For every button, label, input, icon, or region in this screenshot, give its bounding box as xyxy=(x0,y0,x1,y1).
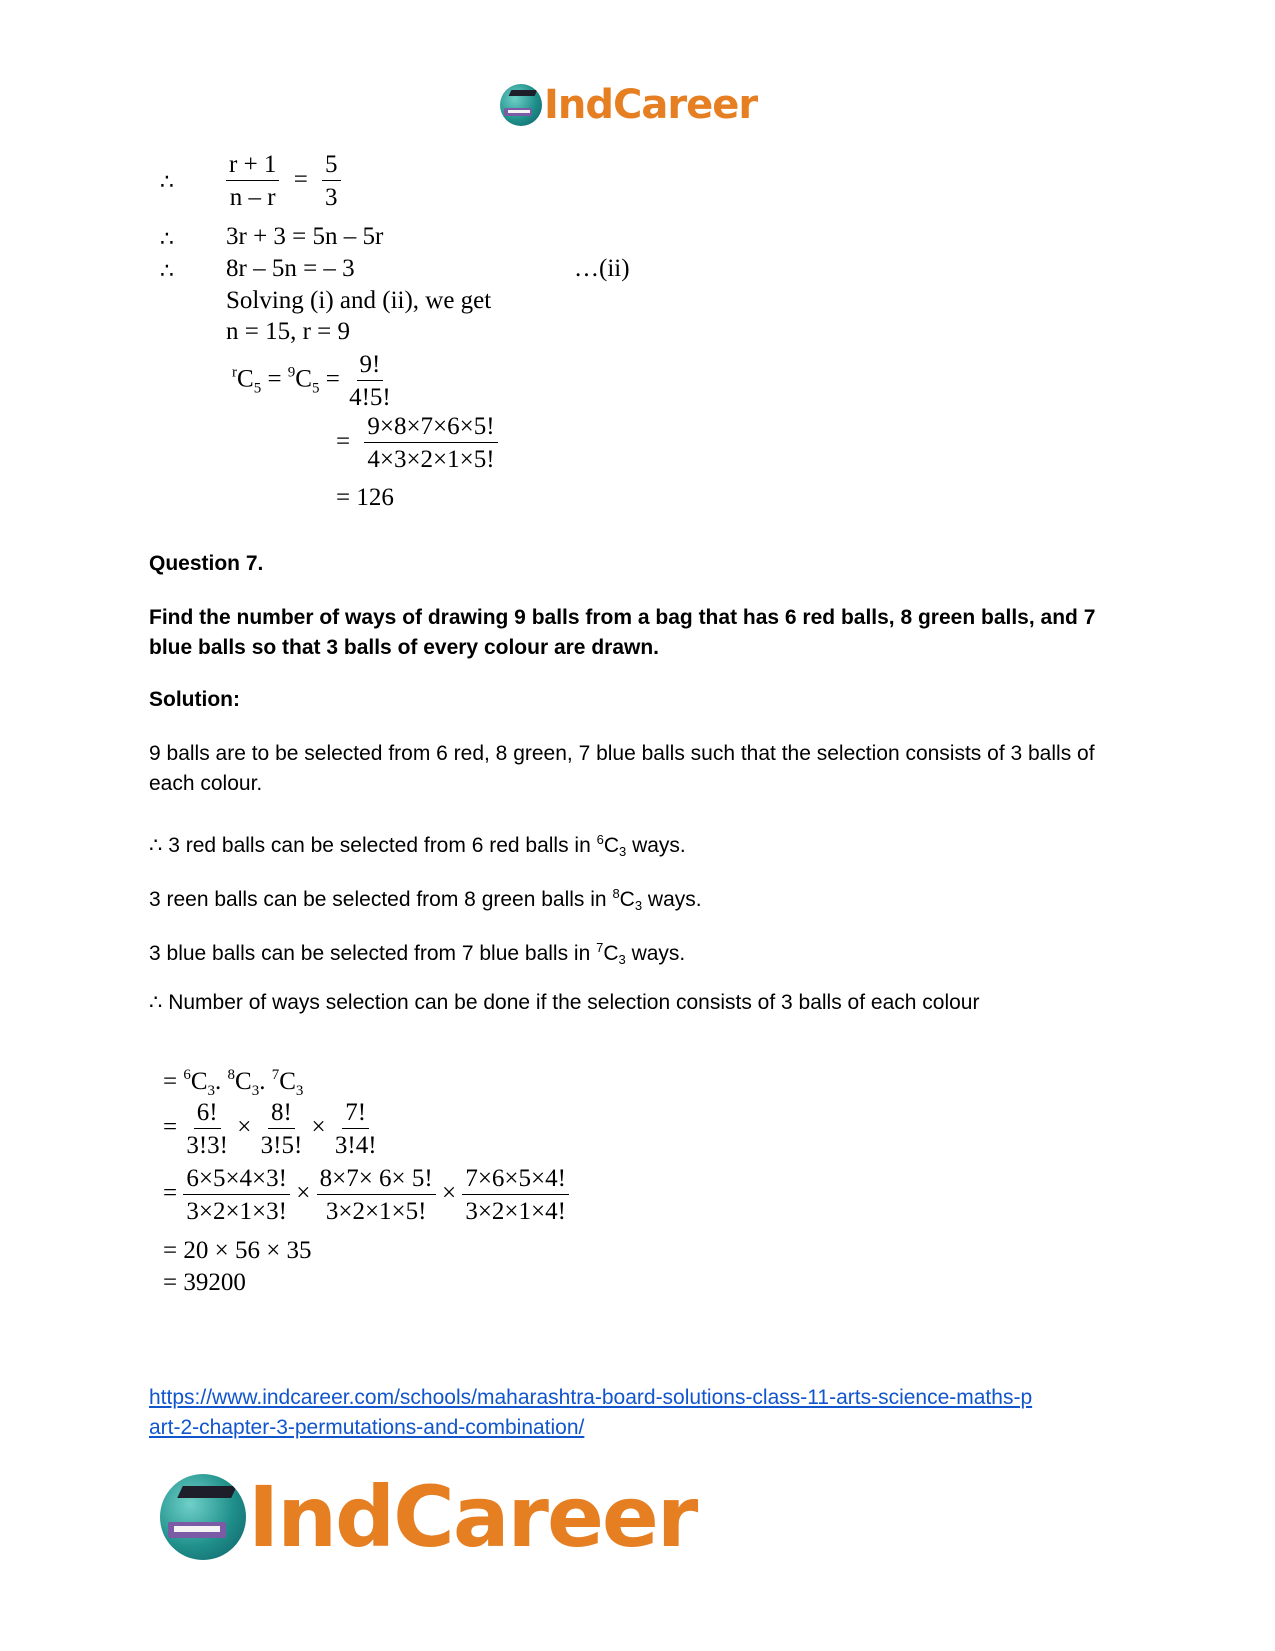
therefore-symbol: ∴ xyxy=(160,170,174,195)
solution-title: Solution: xyxy=(149,688,240,711)
conclusion-line: ∴ Number of ways selection can be done if the selection consists of 3 balls of each colour xyxy=(149,991,980,1014)
ratio-equation: $\frac{r + 1}{n - r}$ = $\frac{5}{3}$ xyxy=(226,152,341,210)
fraction: $\frac{7!}{3!4!}$ xyxy=(334,1099,377,1159)
red-balls-line: ∴ 3 red balls can be selected from 6 red balls in $^6C_3$ ways. xyxy=(149,832,686,859)
fraction: $\frac{8!}{3!5!}$ xyxy=(260,1099,303,1159)
solving-line: Solving (i) and (ii), we get xyxy=(226,287,492,314)
final-result: = 126 xyxy=(336,484,394,511)
combination-equation: $^rC_5 = ^9C_5$ = $\frac{9!}{4!5!}$ xyxy=(232,352,394,410)
product-line: = 20 × 56 × 35 xyxy=(163,1237,312,1264)
source-link-line-2[interactable]: art-2-chapter-3-permutations-and-combination/ xyxy=(149,1416,585,1439)
source-link-line-1[interactable]: https://www.indcareer.com/schools/maharashtra-board-solutions-class-11-arts-science-maths-p xyxy=(149,1386,1033,1409)
equation-tag: …(ii) xyxy=(574,255,630,282)
factorial-product: = $\frac{6!}{3!3!}$ × $\frac{8!}{3!5!}$ × $\frac{7!}{3!4!}$ xyxy=(163,1100,380,1158)
result-line: n = 15, r = 9 xyxy=(226,318,351,345)
question-title: Question 7. xyxy=(149,552,264,575)
equation-line: 3r + 3 = 5n – 5r xyxy=(226,223,384,250)
brand-logo-top xyxy=(500,82,757,128)
final-answer: = 39200 xyxy=(163,1269,246,1296)
brand-name: IndCareer xyxy=(248,1468,697,1566)
brand-logo-bottom xyxy=(160,1468,697,1566)
brand-name: IndCareer xyxy=(544,82,758,128)
fraction: $\frac{9!}{4!5!}$ xyxy=(349,351,391,411)
globe-graduate-icon xyxy=(160,1474,246,1560)
fraction: $\frac{7\times 6\times 5\times 4!}{3\times 2\times 1\times 4!}$ xyxy=(462,1166,569,1224)
expansion-equation: = $\frac{9\times 8\times 7\times 6\times 5!}{4\times 3\times 2\times 1\times 5!}$ xyxy=(336,414,498,472)
green-balls-line: 3 reen balls can be selected from 8 green balls in $^8C_3$ ways. xyxy=(149,886,702,913)
combination-product: = $^6C_3$. $^8C_3$. $^7C_3$ xyxy=(163,1067,304,1099)
therefore-symbol: ∴ xyxy=(160,259,174,284)
source-link[interactable] xyxy=(149,1383,1032,1443)
blue-balls-line: 3 blue balls can be selected from 7 blue balls in $^7C_3$ ways. xyxy=(149,940,686,967)
expanded-product: = $\frac{6\times 5\times 4\times 3!}{3\times 2\times 1\times 3!}$ × $\frac{8\times 7\times 6\times 5!}{3\times 2\times 1\times 5!}$ × $\frac{7\times 6\times 5\times 4!}{3\times 2\times 1\times 4!}$ xyxy=(163,1166,569,1224)
question-text: Find the number of ways of drawing 9 balls from a bag that has 6 red balls, 8 green balls, and 7 blue balls so that 3 balls of every colour are drawn. xyxy=(149,606,1096,659)
globe-graduate-icon xyxy=(500,84,542,126)
equation-line: 8r – 5n = – 3 xyxy=(226,255,355,282)
fraction: $\frac{9\times 8\times 7\times 6\times 5!}{4\times 3\times 2\times 1\times 5!}$ xyxy=(364,414,497,472)
fraction: $\frac{5}{3}$ xyxy=(322,152,341,210)
fraction: $\frac{r + 1}{n - r}$ xyxy=(226,152,279,210)
fraction: $\frac{6!}{3!3!}$ xyxy=(186,1099,229,1159)
therefore-symbol: ∴ xyxy=(160,227,174,252)
solution-intro: 9 balls are to be selected from 6 red, 8 green, 7 blue balls such that the selection consists of 3 balls of each colour. xyxy=(149,742,1095,795)
fraction: $\frac{8\times 7\times 6\times 5!}{3\times 2\times 1\times 5!}$ xyxy=(317,1166,436,1224)
fraction: $\frac{6\times 5\times 4\times 3!}{3\times 2\times 1\times 3!}$ xyxy=(183,1166,290,1224)
